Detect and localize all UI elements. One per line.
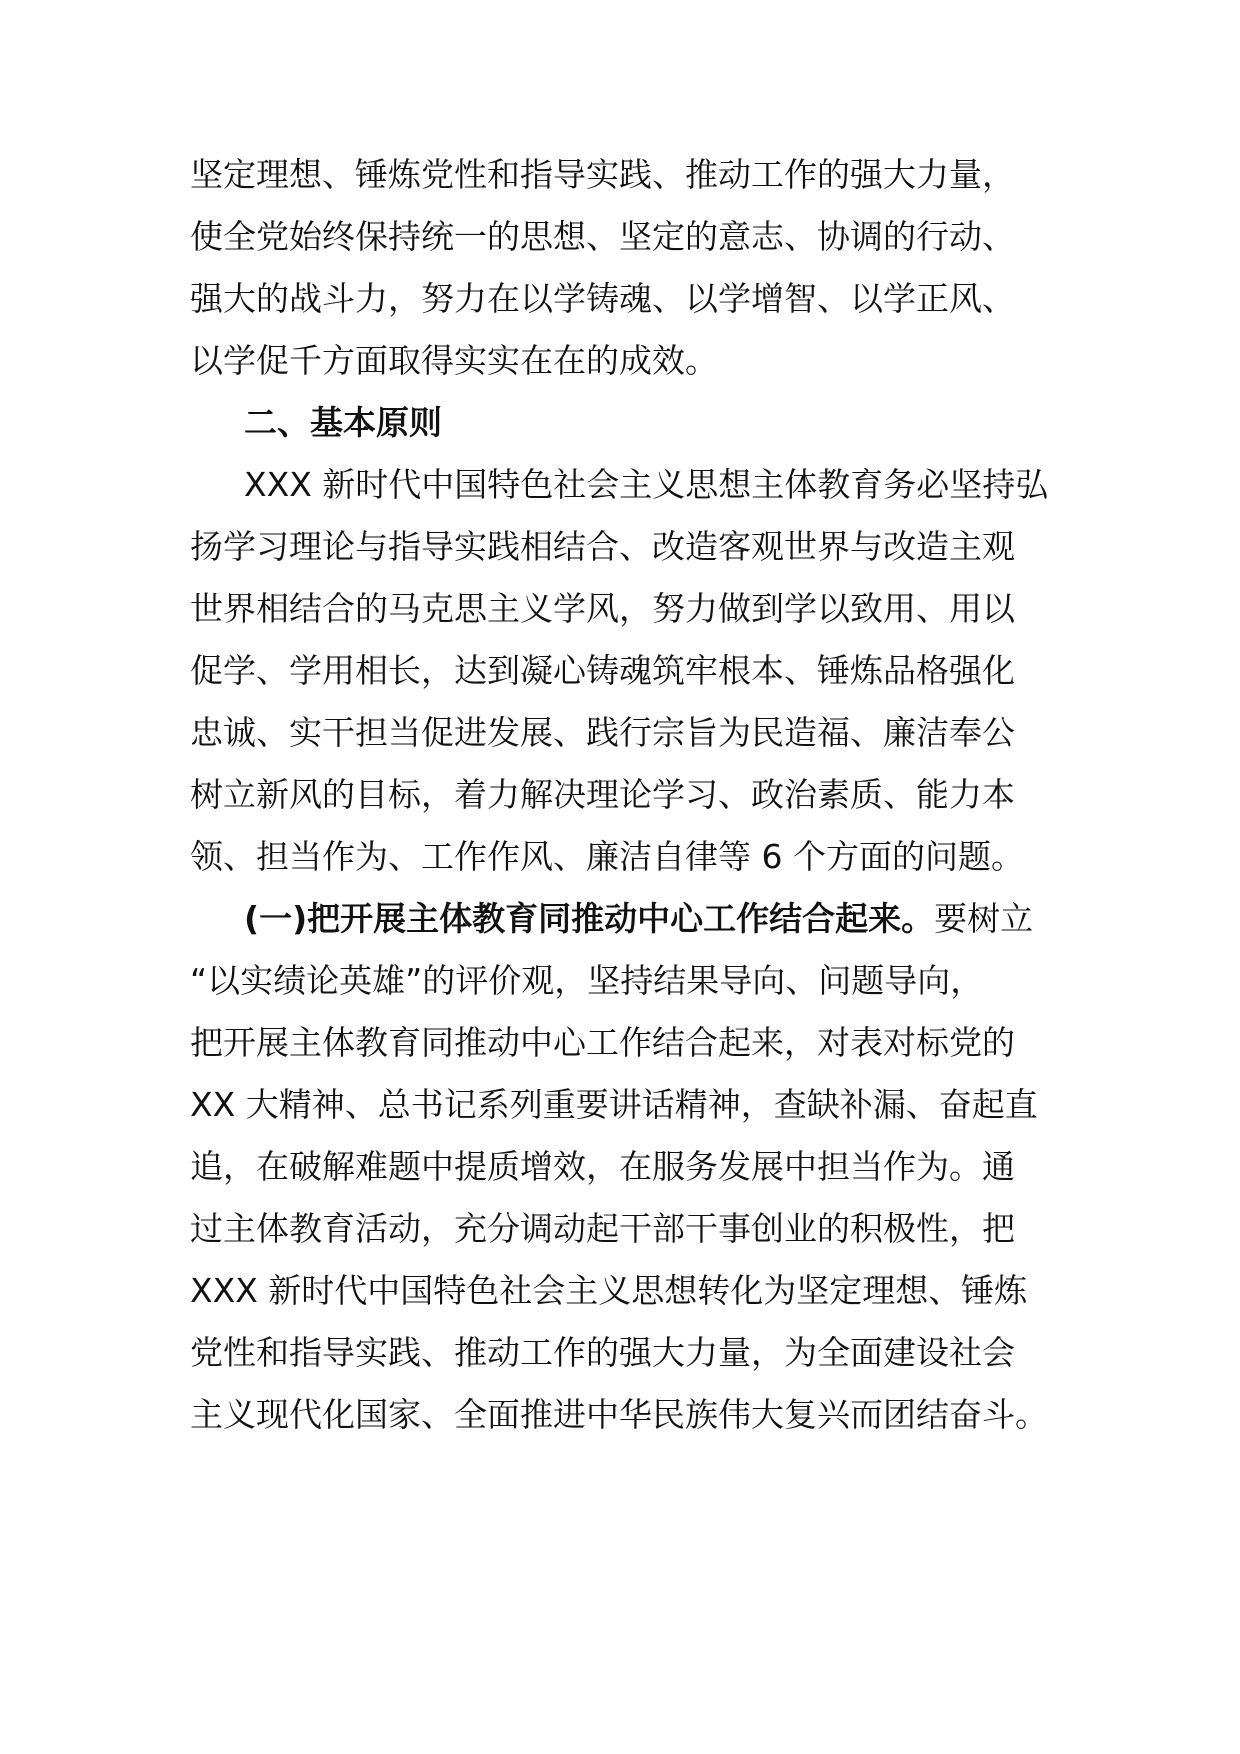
section-heading: 二、基本原则	[244, 403, 442, 442]
subheading-bold: (一)把开展主体教育同推动中心工作结合起来。	[244, 899, 935, 938]
paragraph-line-5: XXX 新时代中国特色社会主义思想主体教育务必坚持弘	[244, 465, 1049, 504]
paragraph-line-9: 忠诚、实干担当促进发展、践行宗旨为民造福、廉洁奉公	[190, 713, 1015, 752]
paragraph-line-14: XX 大精神、总书记系列重要讲话精神，查缺补漏、奋起直	[190, 1085, 1038, 1124]
paragraph-line-1: 坚定理想、锤炼党性和指导实践、推动工作的强大力量，	[190, 155, 1015, 194]
paragraph-line-19: 主义现代化国家、全面推进中华民族伟大复兴而团结奋斗。	[190, 1395, 1048, 1434]
subheading-tail: 要树立	[934, 899, 1034, 938]
paragraph-line-18: 党性和指导实践、推动工作的强大力量，为全面建设社会	[190, 1333, 1015, 1372]
paragraph-line-12: “以实绩论英雄”的评价观，坚持结果导向、问题导向，	[190, 961, 984, 1000]
paragraph-line-11: 领、担当作为、工作作风、廉洁自律等 6 个方面的问题。	[190, 837, 1024, 876]
paragraph-line-17: XXX 新时代中国特色社会主义思想转化为坚定理想、锤炼	[190, 1271, 1028, 1310]
paragraph-line-7: 世界相结合的马克思主义学风，努力做到学以致用、用以	[190, 589, 1015, 628]
paragraph-line-4: 以学促千方面取得实实在在的成效。	[190, 341, 718, 380]
paragraph-line-8: 促学、学用相长，达到凝心铸魂筑牢根本、锤炼品格强化	[190, 651, 1015, 690]
paragraph-line-13: 把开展主体教育同推动中心工作结合起来，对表对标党的	[190, 1023, 1015, 1062]
paragraph-line-16: 过主体教育活动，充分调动起干部干事创业的积极性，把	[190, 1209, 1015, 1248]
paragraph-line-6: 扬学习理论与指导实践相结合、改造客观世界与改造主观	[190, 527, 1015, 566]
subheading-line	[244, 897, 1033, 941]
paragraph-line-3: 强大的战斗力，努力在以学铸魂、以学增智、以学正风、	[190, 279, 1015, 318]
paragraph-line-2: 使全党始终保持统一的思想、坚定的意志、协调的行动、	[190, 217, 1015, 256]
paragraph-line-15: 追，在破解难题中提质增效，在服务发展中担当作为。通	[190, 1147, 1015, 1186]
paragraph-line-10: 树立新风的目标，着力解决理论学习、政治素质、能力本	[190, 775, 1015, 814]
